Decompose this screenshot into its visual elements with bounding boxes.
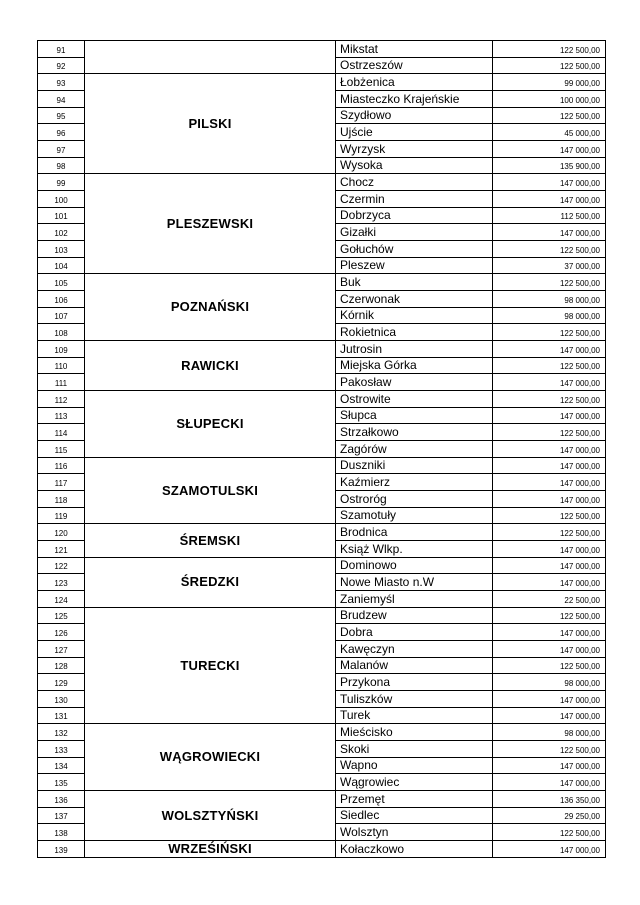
amount-value: 147 000,00 [559, 779, 600, 789]
gmina-name: Przykona [340, 675, 391, 690]
row-number: 133 [54, 745, 68, 755]
gmina-name: Dominowo [340, 558, 397, 573]
row-number: 101 [54, 212, 68, 222]
amount-value: 147 000,00 [559, 545, 600, 555]
row-number: 102 [54, 229, 68, 239]
amount-value: 122 500,00 [559, 112, 600, 122]
amount-value: 147 000,00 [559, 345, 600, 355]
gmina-name: Wapno [340, 758, 378, 773]
amount-value: 122 500,00 [559, 245, 600, 255]
gmina-name: Malanów [340, 658, 389, 673]
powiat-name: TURECKI [180, 657, 240, 673]
gmina-name: Kołaczkowo [340, 841, 405, 856]
amount-value: 136 350,00 [559, 795, 600, 805]
gmina-name: Dobrzyca [340, 208, 391, 223]
powiat-name: SZAMOTULSKI [161, 482, 259, 498]
gmina-name: Łobżenica [340, 74, 395, 89]
amount-value: 147 000,00 [559, 195, 600, 205]
row-number: 137 [54, 812, 68, 822]
row-number: 93 [56, 78, 66, 88]
gmina-name: Gołuchów [340, 241, 394, 256]
row-number: 98 [56, 162, 66, 172]
gmina-name: Mikstat [340, 41, 379, 56]
gmina-name: Wolsztyn [340, 825, 389, 840]
row-number: 114 [54, 429, 68, 439]
amount-value: 147 000,00 [559, 479, 600, 489]
row-number: 128 [54, 662, 68, 672]
amount-value: 147 000,00 [559, 445, 600, 455]
row-number: 92 [56, 62, 66, 72]
amount-value: 147 000,00 [559, 645, 600, 655]
gmina-name: Brodnica [340, 525, 388, 540]
row-number: 96 [56, 129, 66, 138]
row-number: 126 [54, 629, 68, 639]
powiat-name: WOLSZTYŃSKI [161, 807, 259, 823]
gmina-name: Turek [340, 708, 371, 723]
amount-value: 147 000,00 [559, 462, 600, 472]
amount-value: 122 500,00 [559, 329, 600, 339]
gmina-name: Siedlec [340, 808, 380, 823]
powiat-name: PLESZEWSKI [166, 215, 254, 231]
powiat-name: ŚREMSKI [179, 532, 241, 548]
row-number: 110 [54, 362, 68, 372]
row-number: 97 [56, 145, 66, 155]
amount-value: 147 000,00 [559, 695, 600, 705]
gmina-name: Wysoka [340, 158, 383, 173]
amount-value: 122 500,00 [559, 745, 600, 755]
amount-value: 147 000,00 [559, 629, 600, 639]
amount-value: 122 500,00 [559, 612, 600, 622]
row-number: 104 [54, 262, 68, 272]
amount-value: 147 000,00 [559, 379, 600, 389]
row-number: 138 [54, 829, 68, 839]
row-number: 103 [54, 245, 68, 255]
row-number: 134 [54, 762, 68, 772]
powiat-name: ŚREDZKI [180, 574, 240, 590]
gmina-name: Tuliszków [340, 691, 393, 706]
row-number: 109 [54, 345, 68, 355]
gmina-name: Czermin [340, 191, 385, 206]
gmina-name: Kaźmierz [340, 475, 391, 490]
row-number: 117 [54, 479, 68, 489]
gmina-name: Wągrowiec [340, 775, 400, 790]
amount-value: 100 000,00 [559, 95, 600, 105]
row-number: 127 [54, 645, 68, 655]
gmina-name: Ostrzeszów [340, 58, 403, 73]
table-border-bottom [37, 857, 606, 858]
gmina-name: Pleszew [340, 258, 385, 273]
gmina-name: Zagórów [340, 441, 387, 456]
powiat-name: PILSKI [188, 115, 232, 131]
gmina-name: Kórnik [340, 308, 375, 323]
gmina-name: Dobra [340, 625, 373, 640]
row-number: 94 [56, 95, 66, 105]
amount-value: 45 000,00 [564, 129, 600, 138]
amount-value: 147 000,00 [559, 762, 600, 772]
amount-value: 29 250,00 [564, 812, 600, 822]
amount-value: 135 900,00 [559, 162, 600, 172]
gmina-name: Wyrzysk [340, 141, 386, 156]
row-number: 122 [54, 562, 68, 572]
gmina-name: Mieścisko [340, 725, 393, 740]
row-number: 100 [54, 195, 68, 205]
row-number: 131 [54, 712, 68, 722]
amount-value: 98 000,00 [564, 679, 600, 689]
amount-value: 37 000,00 [564, 262, 600, 272]
row-number: 120 [54, 529, 68, 539]
amount-value: 98 000,00 [564, 295, 600, 305]
amount-value: 122 500,00 [559, 45, 600, 55]
row-number: 119 [54, 512, 68, 522]
amount-value: 98 000,00 [564, 312, 600, 322]
gmina-name: Przemęt [340, 791, 385, 806]
row-number: 106 [54, 295, 68, 305]
amount-value: 122 500,00 [559, 362, 600, 372]
row-number: 111 [54, 379, 68, 389]
gmina-name: Ostroróg [340, 491, 387, 506]
row-number: 124 [54, 595, 68, 605]
amount-value: 147 000,00 [559, 579, 600, 589]
gmina-name: Ujście [340, 125, 373, 139]
gmina-name: Jutrosin [340, 341, 383, 356]
amount-value: 22 500,00 [564, 595, 600, 605]
row-number: 91 [56, 45, 66, 55]
amount-value: 122 500,00 [559, 662, 600, 672]
row-number: 129 [54, 679, 68, 689]
row-number: 108 [54, 329, 68, 339]
amount-value: 122 500,00 [559, 429, 600, 439]
gmina-name: Szamotuły [340, 508, 397, 523]
amount-value: 122 500,00 [559, 829, 600, 839]
amount-value: 122 500,00 [559, 62, 600, 72]
row-number: 123 [54, 579, 68, 589]
amount-value: 99 000,00 [564, 78, 600, 88]
row-number: 116 [54, 462, 68, 472]
row-number: 135 [54, 779, 68, 789]
gmina-name: Pakosław [340, 375, 392, 390]
row-number: 99 [56, 179, 66, 189]
row-number: 105 [54, 279, 68, 289]
row-number: 121 [54, 545, 68, 555]
gmina-name: Zaniemyśl [340, 591, 395, 606]
amount-value: 122 500,00 [559, 279, 600, 289]
gmina-name: Ostrowite [340, 391, 391, 406]
gmina-name: Nowe Miasto n.W [340, 575, 435, 590]
gmina-name: Strzałkowo [340, 425, 399, 440]
table-border-right [605, 40, 606, 857]
row-number: 113 [54, 412, 68, 422]
amount-value: 147 000,00 [559, 712, 600, 722]
amount-value: 147 000,00 [559, 145, 600, 155]
gmina-name: Szydłowo [340, 108, 392, 123]
row-number: 112 [54, 395, 68, 405]
row-number: 118 [54, 495, 68, 505]
gmina-name: Książ Wlkp. [340, 541, 403, 556]
row-number: 107 [54, 312, 68, 322]
gmina-name: Gizałki [340, 225, 377, 240]
powiat-name: WRZEŚIŃSKI [168, 840, 252, 856]
amount-value: 147 000,00 [559, 495, 600, 505]
gmina-name: Miejska Górka [340, 358, 417, 373]
gmina-name: Chocz [340, 175, 375, 190]
amount-value: 122 500,00 [559, 512, 600, 522]
powiat-name: POZNAŃSKI [170, 299, 250, 315]
amount-value: 112 500,00 [560, 212, 600, 222]
powiat-name: RAWICKI [181, 357, 239, 373]
gmina-name: Duszniki [340, 458, 386, 473]
amount-value: 147 000,00 [559, 562, 600, 572]
row-number: 125 [54, 612, 68, 622]
gmina-name: Słupca [340, 408, 377, 423]
gmina-name: Rokietnica [340, 325, 397, 340]
amount-value: 122 500,00 [559, 395, 600, 405]
row-number: 115 [54, 445, 68, 455]
gmina-name: Czerwonak [340, 291, 401, 306]
powiat-name: SŁUPECKI [176, 415, 244, 431]
amount-value: 122 500,00 [559, 529, 600, 539]
row-number: 95 [56, 112, 66, 122]
gmina-name: Buk [340, 275, 361, 290]
amount-value: 147 000,00 [559, 845, 600, 855]
amount-value: 147 000,00 [559, 179, 600, 189]
gmina-name: Brudzew [340, 608, 387, 623]
row-number: 136 [54, 795, 68, 805]
amount-value: 98 000,00 [564, 729, 600, 739]
powiat-name: WĄGROWIECKI [159, 749, 261, 765]
row-number: 139 [54, 845, 68, 855]
row-number: 132 [54, 729, 68, 739]
amount-value: 147 000,00 [559, 412, 600, 422]
amount-value: 147 000,00 [559, 229, 600, 239]
gmina-name: Miasteczko Krajeńskie [340, 91, 460, 106]
gmina-name: Kawęczyn [340, 641, 395, 656]
row-number: 130 [54, 695, 68, 705]
gmina-name: Skoki [340, 741, 370, 756]
